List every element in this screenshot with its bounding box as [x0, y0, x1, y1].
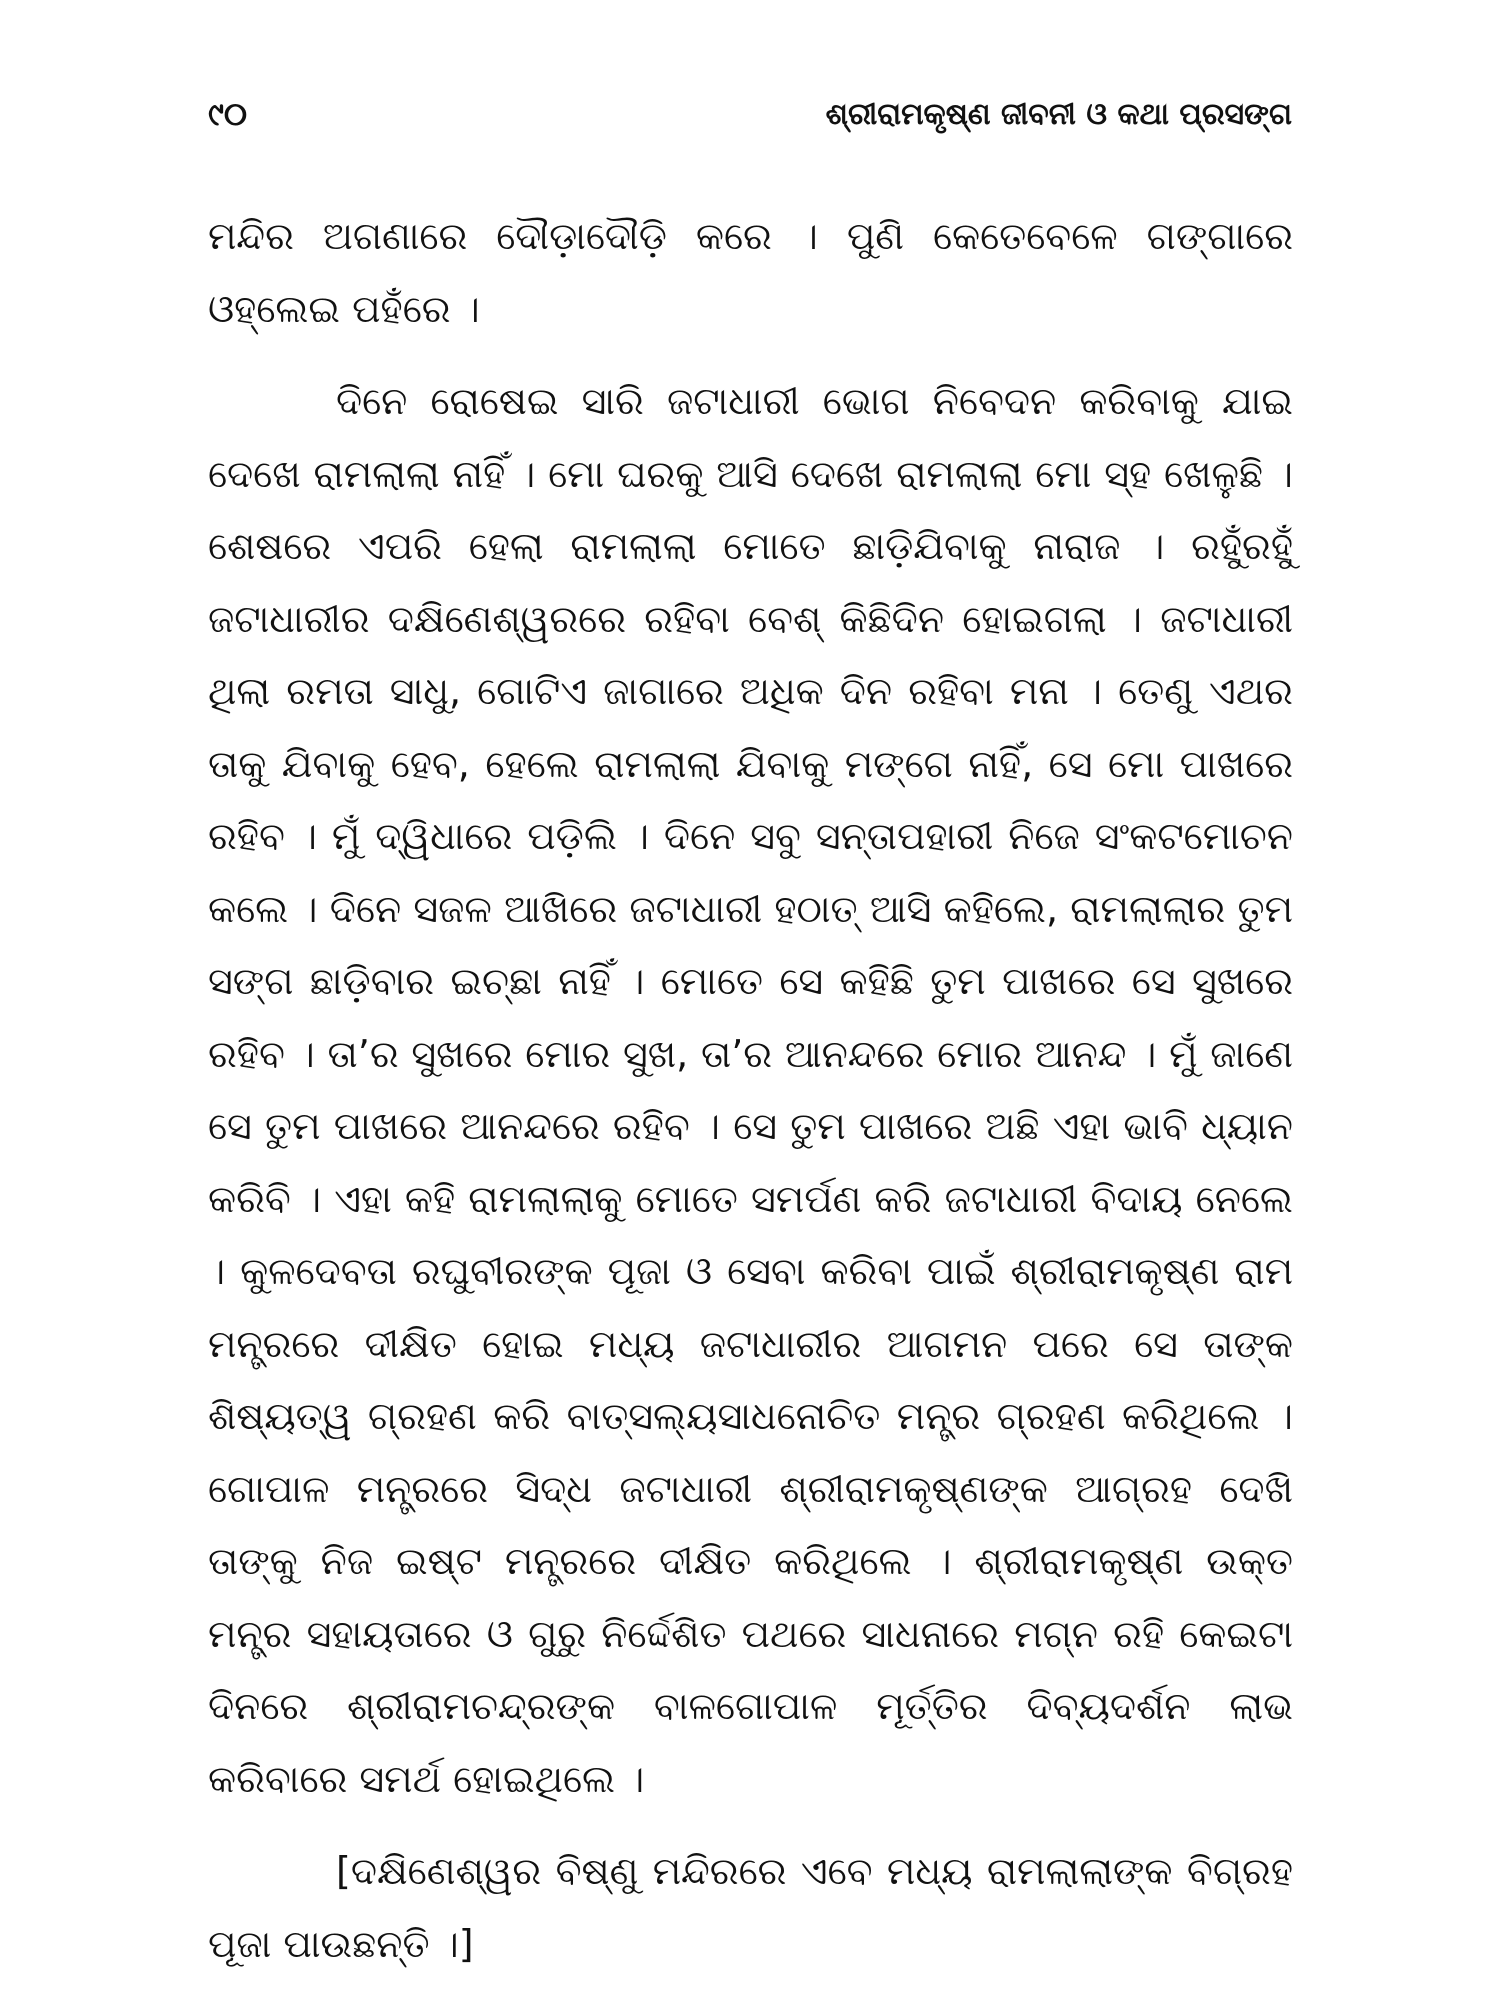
body-text [208, 200, 1293, 1980]
page-number: ୯୦ [208, 94, 248, 133]
paragraph-2: ଦିନେ ରୋଷେଇ ସାରି ଜଟାଧାରୀ ଭୋଗ ନିବେଦନ କରିବାକୁ ଯାଇ ଦେଖେ ରାମଲାଲା ନାହିଁ । ମୋ ଘରକୁ ଆସି ଦେଖେ ରାମଲାଲା ମୋ ସ୍ହ ଖେଳୁଛି । ଶେଷରେ ଏପରି ହେଲା ରାମଲାଲା ମୋତେ ଛାଡ଼ିଯିବାକୁ ନାରାଜ । ରହୁଁରହୁଁ ଜଟାଧାରୀର ଦକ୍ଷିଣେଶ୍ୱରରେ ରହିବା ବେଶ୍ କିଛିଦିନ ହୋଇଗଲା । ଜଟାଧାରୀ ଥିଲା ରମତା ସାଧୁ, ଗୋଟିଏ ଜାଗାରେ ଅଧିକ ଦିନ ରହିବା ମନା । ତେଣୁ ଏଥର ତାକୁ ଯିବାକୁ ହେବ, ହେଲେ ରାମଲାଲା ଯିବାକୁ ମଙ୍ଗେ ନାହିଁ, ସେ ମୋ ପାଖରେ ରହିବ । ମୁଁ ଦ୍ୱିଧାରେ ପଡ଼ିଲି । ଦିନେ ସବୁ ସନ୍ତାପହାରୀ ନିଜେ ସଂକଟମୋଚନ କଲେ । ଦିନେ ସଜଳ ଆଖିରେ ଜଟାଧାରୀ ହଠାତ୍ ଆସି କହିଲେ, ରାମଲାଲାର ତୁମ ସଙ୍ଗ ଛାଡ଼ିବାର ଇଚ୍ଛା ନାହିଁ । ମୋତେ ସେ କହିଛି ତୁମ ପାଖରେ ସେ ସୁଖରେ ରହିବ । ତା’ର ସୁଖରେ ମୋର ସୁଖ, ତା’ର ଆନନ୍ଦରେ ମୋର ଆନନ୍ଦ । ମୁଁ ଜାଣେ ସେ ତୁମ ପାଖରେ ଆନନ୍ଦରେ ରହିବ । ସେ ତୁମ ପାଖରେ ଅଛି ଏହା ଭାବି ଧ୍ୟାନ କରିବି । ଏହା କହି ରାମଲାଲାକୁ ମୋତେ ସମର୍ପଣ କରି ଜଟାଧାରୀ ବିଦାୟ ନେଲେ । କୁଳଦେବତା ରଘୁବୀରଙ୍କ ପୂଜା ଓ ସେବା କରିବା ପାଇଁ ଶ୍ରୀରାମକୃଷ୍ଣ ରାମ ମନ୍ତ୍ରରେ ଦୀକ୍ଷିତ ହୋଇ ମଧ୍ୟ ଜଟାଧାରୀର ଆଗମନ ପରେ ସେ ତାଙ୍କ ଶିଷ୍ୟତ୍ୱ ଗ୍ରହଣ କରି ବାତ୍ସଲ୍ୟସାଧନୋଚିତ ମନ୍ତ୍ର ଗ୍ରହଣ କରିଥିଲେ । ଗୋପାଳ ମନ୍ତ୍ରରେ ସିଦ୍ଧ ଜଟାଧାରୀ ଶ୍ରୀରାମକୃଷ୍ଣଙ୍କ ଆଗ୍ରହ ଦେଖି ତାଙ୍କୁ ନିଜ ଇଷ୍ଟ ମନ୍ତ୍ରରେ ଦୀକ୍ଷିତ କରିଥିଲେ । ଶ୍ରୀରାମକୃଷ୍ଣ ଉକ୍ତ ମନ୍ତ୍ର ସହାୟତାରେ ଓ ଗୁରୁ ନିର୍ଦ୍ଦେଶିତ ପଥରେ ସାଧନାରେ ମଗ୍ନ ରହି କେଇଟା ଦିନରେ ଶ୍ରୀରାମଚନ୍ଦ୍ରଙ୍କ ବାଳଗୋପାଳ ମୂର୍ତ୍ତିର ଦିବ୍ୟଦର୍ଶନ ଲାଭ କରିବାରେ ସମର୍ଥ ହୋଇଥିଲେ । [208, 379, 1293, 1801]
bracketed-note: [ଦକ୍ଷିଣେଶ୍ୱର ବିଷ୍ଣୁ ମନ୍ଦିରରେ ଏବେ ମଧ୍ୟ ରାମଲାଲାଙ୍କ ବିଗ୍ରହ ପୂଜା ପାଉଛନ୍ତି ।] [208, 1849, 1293, 1966]
paragraph-1: ମନ୍ଦିର ଅଗଣାରେ ଦୌଡ଼ାଦୌଡ଼ି କରେ । ପୁଣି କେତେବେଳେ ଗଙ୍ଗାରେ ଓହ୍ଲେଇ ପହଁରେ । [208, 214, 1293, 331]
running-header [208, 92, 1292, 136]
book-title: ଶ୍ରୀରାମକୃଷ୍ଣ ଜୀବନୀ ଓ କଥା ପ୍ରସଙ୍ଗ [825, 96, 1292, 132]
